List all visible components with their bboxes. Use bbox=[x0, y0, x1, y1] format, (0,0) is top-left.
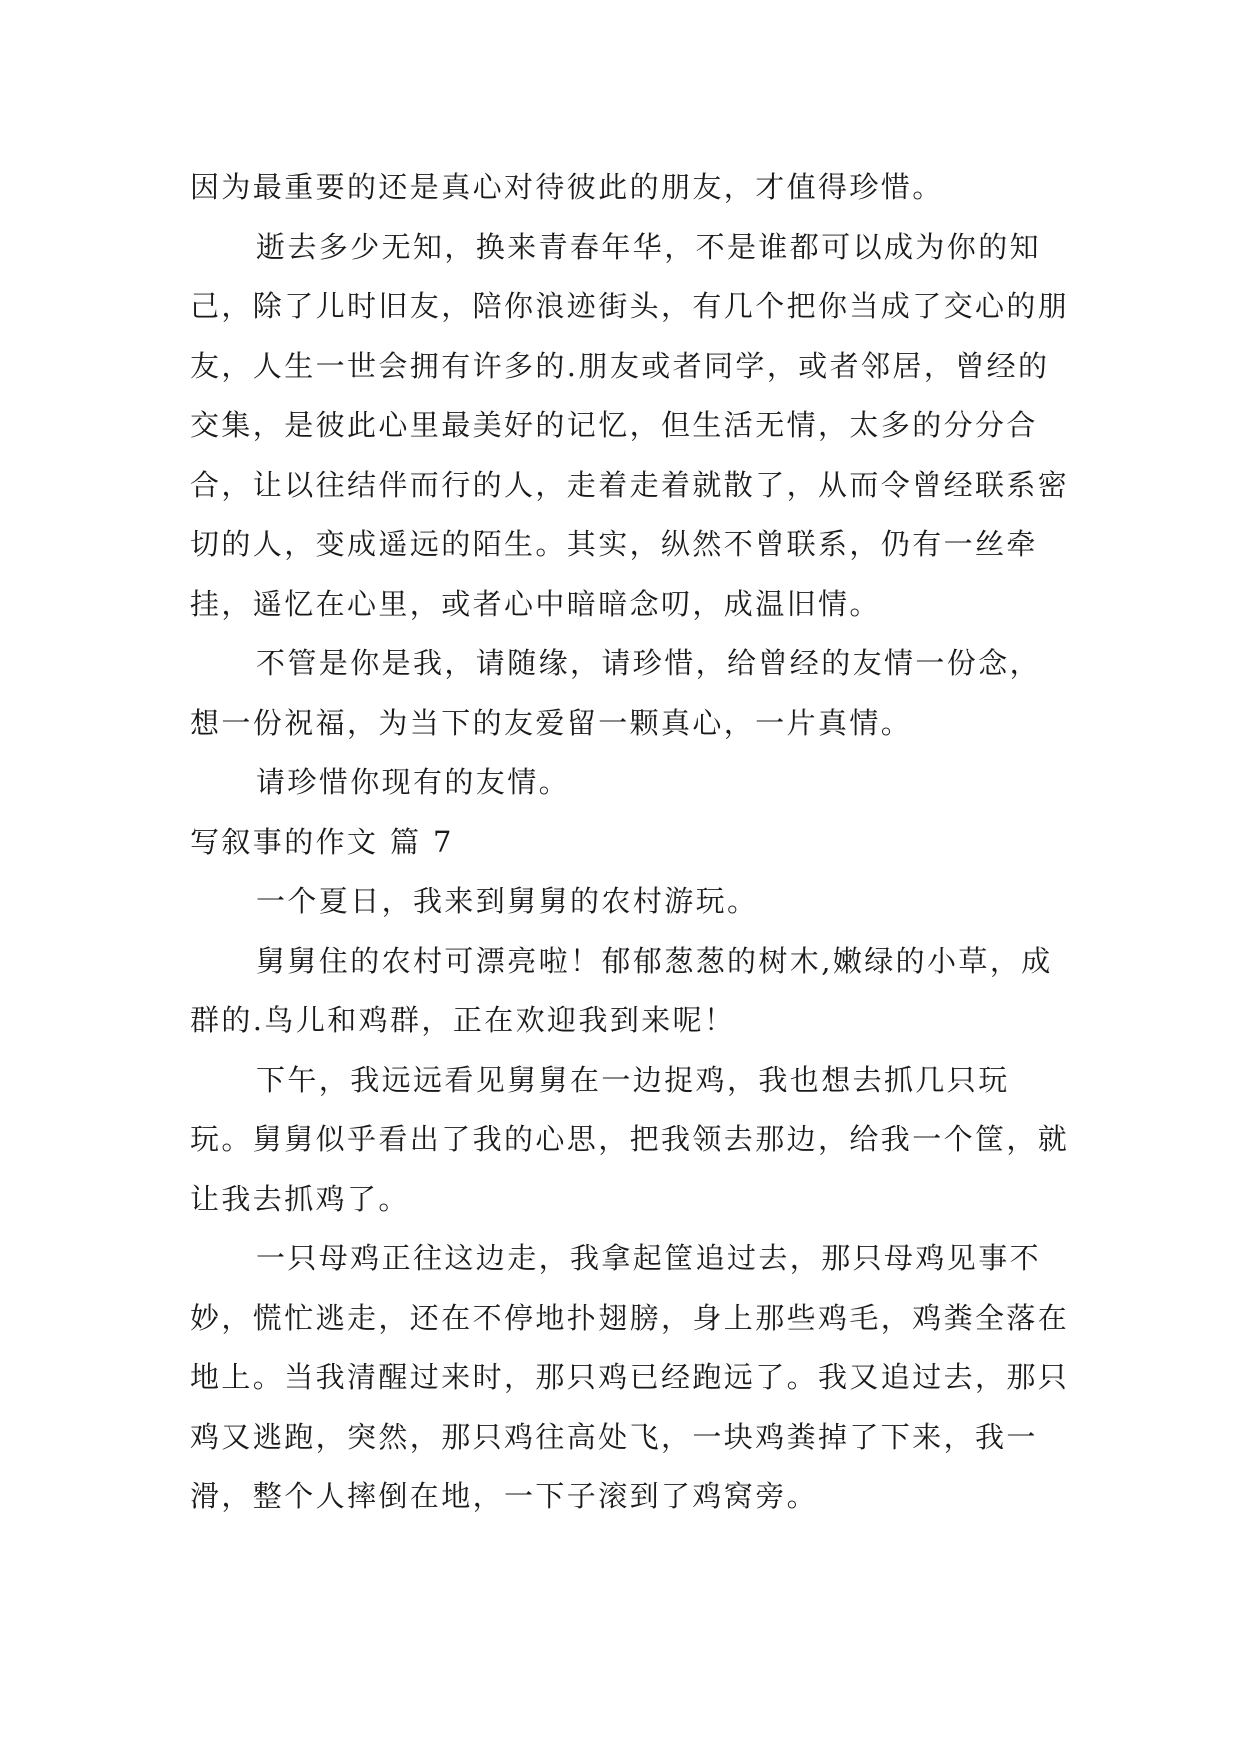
section-heading: 写叙事的作文 篇 7 bbox=[190, 824, 454, 859]
paragraph-village: 舅舅住的农村可漂亮啦！郁郁葱葱的树木,嫩绿的小草，成群的.鸟儿和鸡群，正在欢迎我到来呢！ bbox=[190, 943, 1053, 1037]
paragraph-friendship: 逝去多少无知，换来青春年华，不是谁都可以成为你的知己，除了儿时旧友，陪你浪迹街头，有几个把你当成了交心的朋友，人生一世会拥有许多的.朋友或者同学，或者邻居，曾经的交集，是彼此心里最美好的记忆，但生活无情，太多的分分合合，让以往结伴而行的人，走着走着就散了，从而令曾经联系密切的人，变成遥远的陌生。其实，纵然不曾联系，仍有一丝牵挂，遥忆在心里，或者心中暗暗念叨，成温旧情。 bbox=[190, 229, 1070, 621]
paragraph-cherish-short: 请珍惜你现有的友情。 bbox=[256, 765, 571, 799]
paragraph-cherish: 不管是你是我，请随缘，请珍惜，给曾经的友情一份念，想一份祝福，为当下的友爱留一颗真心，一片真情。 bbox=[190, 646, 1042, 740]
document-body bbox=[190, 158, 1070, 1527]
paragraph-summer-day: 一个夏日，我来到舅舅的农村游玩。 bbox=[256, 884, 759, 918]
paragraph-closing-line: 因为最重要的还是真心对待彼此的朋友，才值得珍惜。 bbox=[190, 170, 944, 204]
paragraph-afternoon: 下午，我远远看见舅舅在一边捉鸡，我也想去抓几只玩玩。舅舅似乎看出了我的心思，把我领去那边，给我一个筐，就让我去抓鸡了。 bbox=[190, 1062, 1070, 1216]
paragraph-hen-chase: 一只母鸡正往这边走，我拿起筐追过去，那只母鸡见事不妙，慌忙逃走，还在不停地扑翅膀，身上那些鸡毛，鸡粪全落在地上。当我清醒过来时，那只鸡已经跑远了。我又追过去，那只鸡又逃跑，突然，那只鸡往高处飞，一块鸡粪掉了下来，我一滑，整个人摔倒在地，一下子滚到了鸡窝旁。 bbox=[190, 1241, 1070, 1513]
